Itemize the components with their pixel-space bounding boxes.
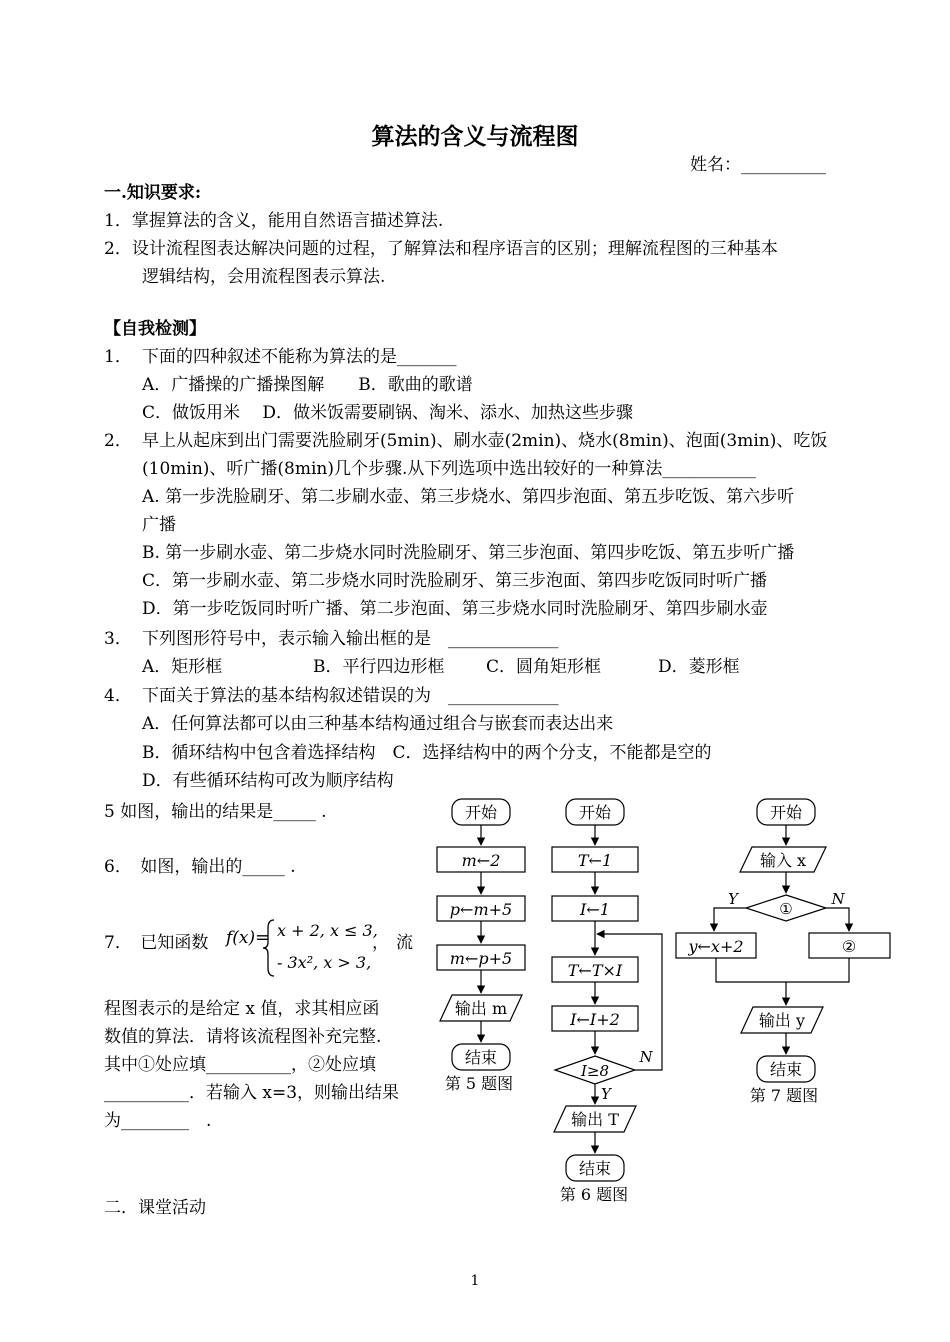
f5-end-label: 结束 (464, 1048, 498, 1067)
flowchart-5 (437, 799, 525, 1070)
q7-line-5: __________．若输入 x=3，则输出结果 (104, 1083, 400, 1103)
section2-heading: 二．课堂活动 (104, 1198, 206, 1218)
q7-line-2: 程图表示的是给定 x 值，求其相应函 (104, 999, 380, 1019)
q4-option-a: A．任何算法都可以由三种基本结构通过组合与嵌套而表达出来 (142, 714, 614, 734)
f6-step-4-label: I←I+2 (570, 1010, 620, 1029)
f6-caption: 第 6 题图 (559, 1185, 629, 1204)
f6-output-label: 输出 T (571, 1110, 619, 1129)
q1-stem: 下面的四种叙述不能称为算法的是_______ (142, 347, 457, 367)
f7-left-label: y←x+2 (688, 937, 744, 956)
q3-stem: 下列图形符号中，表示输入输出框的是 _____________ (142, 629, 559, 649)
q2-option-c: C．第一步刷水壶、第二步烧水同时洗脸刷牙、第三步泡面、第四步吃饭同时听广播 (142, 571, 768, 591)
q2-num: 2． (104, 431, 132, 451)
f5-start-label: 开始 (464, 803, 498, 822)
q4-option-d: D．有些循环结构可改为顺序结构 (142, 771, 394, 791)
q5-stem: 5 如图，输出的结果是_____ . (104, 802, 327, 822)
q1-options-2: C．做饭用米 D．做米饭需要刷锅、淘米、添水、加热这些步骤 (142, 403, 634, 423)
f7-right-label: ② (841, 937, 857, 956)
q7-tail: 流 (396, 933, 413, 953)
q7-function-name: f(x)= (226, 928, 270, 948)
f6-step-1-label: T←1 (577, 851, 613, 870)
section1-heading: 一.知识要求: (104, 183, 202, 203)
q7-case-1: x + 2, x ≤ 3, (277, 921, 378, 940)
q2-option-b: B. 第一步刷水壶、第二步烧水同时洗脸刷牙、第三步泡面、第四步吃饭、第五步听广播 (142, 543, 795, 563)
f7-no-label: N (831, 890, 845, 908)
q4-num: 4． (104, 686, 132, 706)
f7-condition-label: ① (779, 900, 793, 918)
q2-option-a-cont: 广播 (142, 515, 176, 535)
q1-num: 1． (104, 347, 132, 367)
q3-option-b: B．平行四边形框 (313, 657, 445, 677)
f7-end-label: 结束 (769, 1060, 803, 1079)
q7-lead: 7． 已知函数 (104, 933, 209, 953)
requirement-2: 2．设计流程图表达解决问题的过程，了解算法和程序语言的区别；理解流程图的三种基本 (104, 239, 778, 259)
f7-start-label: 开始 (769, 803, 803, 822)
q7-line-3: 数值的算法．请将该流程图补充完整. (104, 1027, 382, 1047)
q7-line-6: 为________ . (104, 1111, 212, 1131)
f7-yes-label: Y (728, 890, 738, 908)
page-title: 算法的含义与流程图 (371, 123, 579, 150)
page-number: 1 (470, 1273, 480, 1289)
q2-option-a: A. 第一步洗脸刷牙、第二步刷水壶、第三步烧水、第四步泡面、第五步吃饭、第六步听 (142, 487, 795, 507)
q3-num: 3． (104, 629, 132, 649)
requirement-2-cont: 逻辑结构，会用流程图表示算法. (142, 267, 386, 287)
q3-option-d: D．菱形框 (658, 657, 740, 677)
f5-caption: 第 5 题图 (444, 1074, 514, 1093)
q2-option-d: D．第一步吃饭同时听广播、第二步泡面、第三步烧水同时洗脸刷牙、第四步刷水壶 (142, 599, 768, 619)
f7-caption: 第 7 题图 (749, 1086, 819, 1105)
f6-step-2-label: I←1 (580, 900, 610, 919)
f6-end-label: 结束 (578, 1159, 612, 1178)
q2-stem-2: (10min)、听广播(8min)几个步骤.从下列选项中选出较好的一种算法___________ (142, 459, 756, 479)
q7-line-4: 其中①处应填__________，②处应填 (104, 1055, 376, 1075)
q1-options-1: A．广播操的广播操图解 B．歌曲的歌谱 (142, 375, 473, 395)
f7-input-label: 输入 x (759, 851, 807, 870)
requirement-1: 1．掌握算法的含义，能用自然语言描述算法. (104, 211, 444, 231)
name-field-label: 姓名：__________ (690, 155, 826, 175)
f7-output-label: 输出 y (758, 1011, 806, 1030)
q4-stem: 下面关于算法的基本结构叙述错误的为 _____________ (142, 686, 559, 706)
f6-no-label: N (639, 1048, 653, 1066)
q2-stem-1: 早上从起床到出门需要洗脸刷牙(5min)、刷水壶(2min)、烧水(8min)、泡面(3min)、吃饭 (142, 431, 828, 451)
f6-yes-label: Y (601, 1085, 611, 1103)
f6-condition-label: I≥8 (580, 1062, 610, 1080)
f6-start-label: 开始 (578, 803, 612, 822)
q7-comma: ， (372, 933, 389, 953)
q3-option-c: C．圆角矩形框 (486, 657, 602, 677)
self-check-heading: 【自我检测】 (104, 319, 206, 339)
f5-step-2-label: p←m+5 (449, 900, 513, 919)
f5-output-label: 输出 m (454, 999, 508, 1018)
f5-step-1-label: m←2 (461, 851, 501, 870)
q7-case-2: - 3x², x > 3, (277, 953, 372, 972)
q4-option-bc: B．循环结构中包含着选择结构 C．选择结构中的两个分支，不能都是空的 (142, 743, 712, 763)
q6-stem: 6． 如图，输出的_____ . (104, 857, 296, 877)
f5-step-3-label: m←p+5 (449, 949, 513, 968)
q3-option-a: A．矩形框 (142, 657, 223, 677)
f6-step-3-label: T←T×I (567, 961, 623, 980)
